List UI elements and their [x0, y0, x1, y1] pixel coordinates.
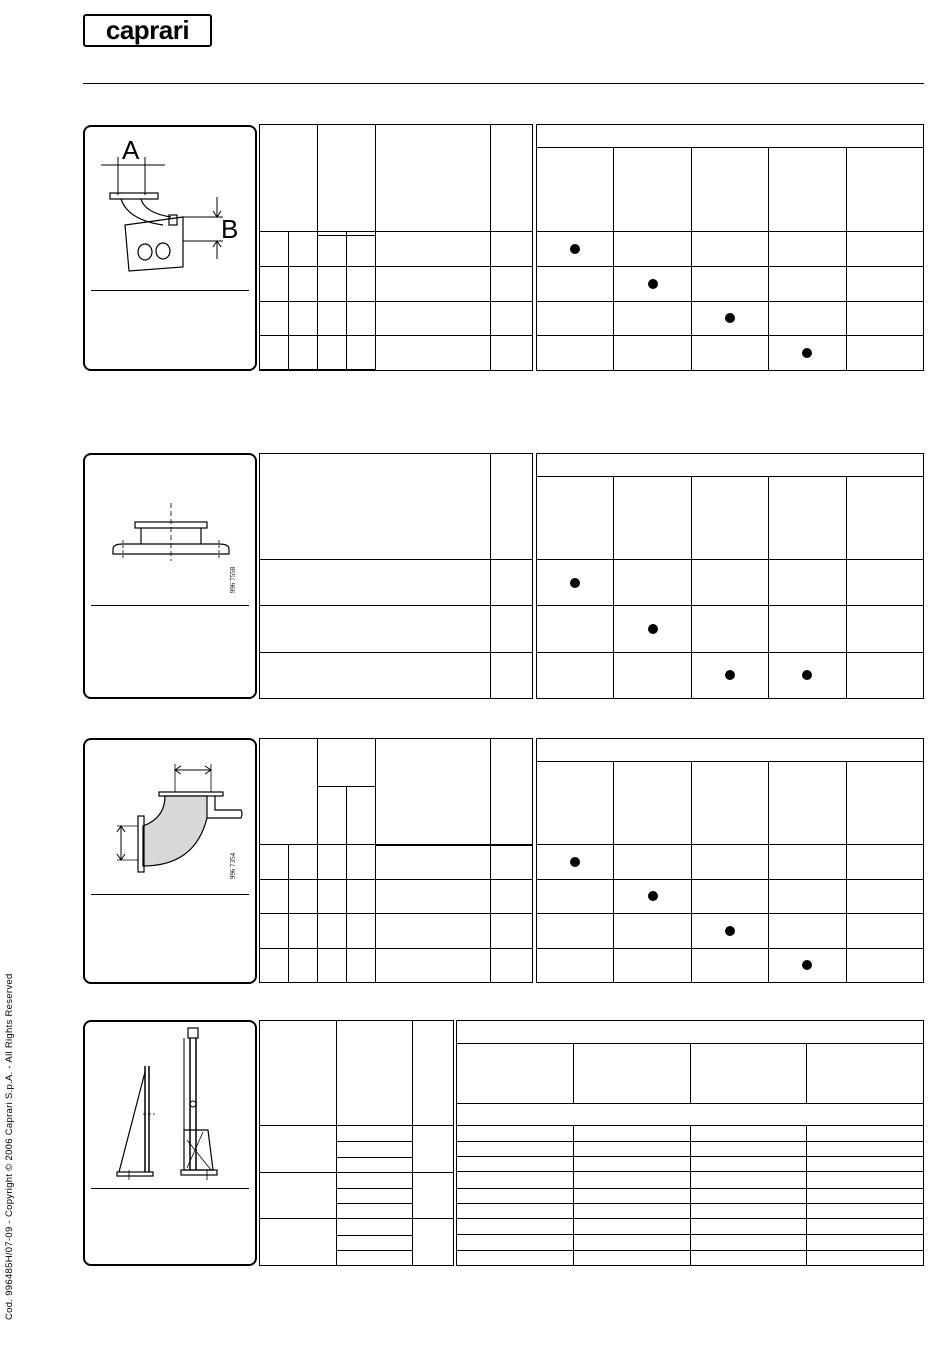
copyright-sidebar: Cod. 996485H/07-09 - Copyright © 2006 Caprari S.p.A. - All Rights Reserved: [4, 973, 15, 1320]
table-2-left: [259, 453, 533, 699]
compatibility-dot: [570, 857, 580, 867]
table-4-left: [259, 1020, 454, 1266]
caprari-logo: caprari: [83, 14, 212, 47]
compatibility-dot: [648, 891, 658, 901]
compatibility-dot: [648, 624, 658, 634]
discharge-bend-drawing: [83, 125, 257, 295]
table-4-right: [456, 1020, 924, 1266]
drawing-code-elbow: 996 7354: [229, 852, 238, 880]
compatibility-dot: [725, 670, 735, 680]
table-1-right: [536, 124, 924, 371]
compatibility-dot: [725, 926, 735, 936]
dimension-b-label: B: [221, 214, 239, 244]
panel-divider: [91, 1188, 249, 1189]
compatibility-dot: [802, 348, 812, 358]
compatibility-dot: [725, 313, 735, 323]
compatibility-dot: [802, 960, 812, 970]
dimension-a-label: A: [122, 135, 140, 165]
table-3-left: [259, 738, 533, 846]
table-3-right: [536, 738, 924, 983]
compatibility-dot: [802, 670, 812, 680]
table-1-left-body: [259, 231, 533, 371]
table-3-left-body: [259, 844, 533, 983]
panel-divider: [91, 605, 249, 606]
table-2-right: [536, 453, 924, 699]
compatibility-dot: [570, 578, 580, 588]
header-divider: [83, 83, 924, 84]
compatibility-dot: [648, 279, 658, 289]
drawing-code-flange: 996 7558: [229, 566, 238, 594]
compatibility-dot: [570, 244, 580, 254]
panel-divider: [91, 894, 249, 895]
guide-rail-bracket-drawing: [83, 1020, 257, 1185]
